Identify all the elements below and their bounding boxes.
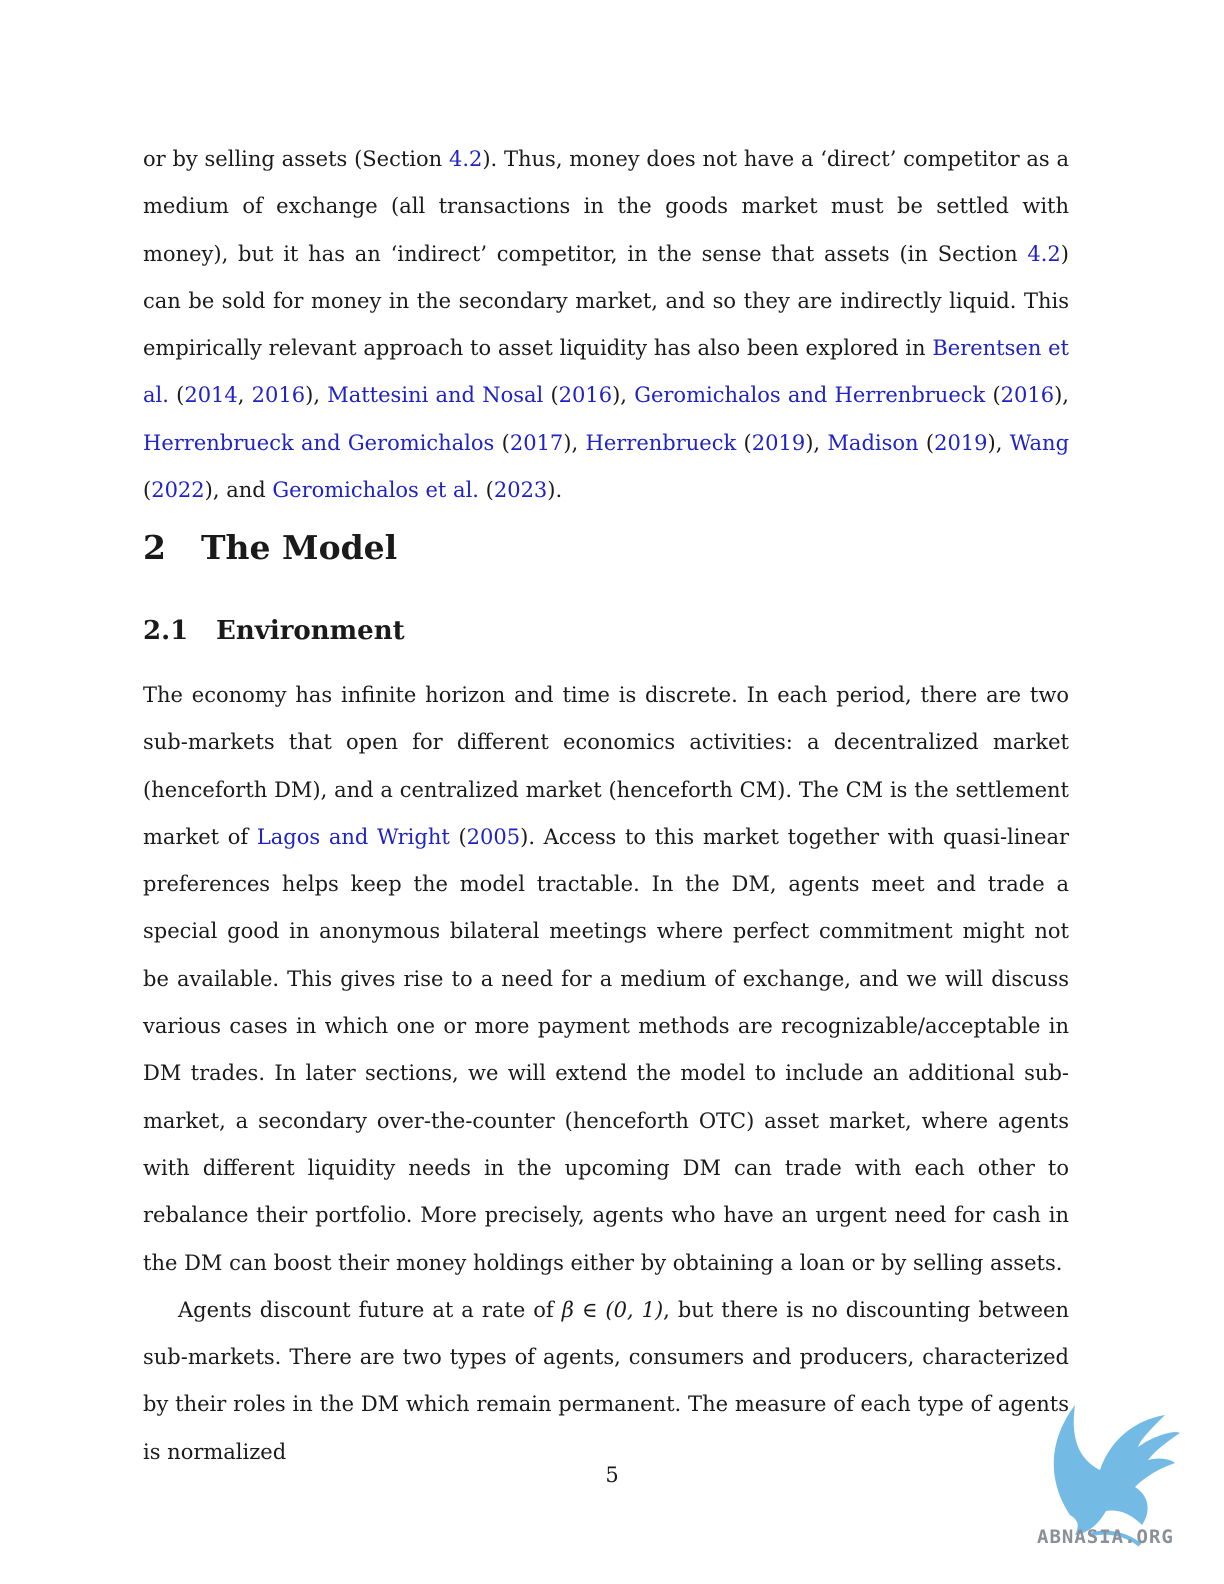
- citation-year-link[interactable]: 2014: [184, 383, 238, 408]
- citation-year-link[interactable]: 2016: [251, 383, 306, 408]
- math-beta: β ∈ (0, 1): [561, 1297, 664, 1322]
- subsection-number: 2.1: [143, 616, 189, 646]
- page-number: 5: [605, 1463, 619, 1487]
- citation-link[interactable]: Lagos and Wright: [256, 824, 450, 849]
- citation-year-link[interactable]: 2016: [1000, 383, 1055, 408]
- citation-year-link[interactable]: 2019: [751, 430, 806, 455]
- section-title: The Model: [201, 528, 398, 567]
- environment-section: [143, 672, 1069, 1476]
- section-ref-4-2[interactable]: 4.2: [1027, 241, 1061, 266]
- citation-year-link[interactable]: 2016: [558, 383, 613, 408]
- environment-paragraph: The economy has infinite horizon and time is discrete. In each period, there are two sub-markets that open for different economics activities: a decentralized market (henceforth DM), and a centralized market (henceforth CM). The CM is the settlement market of Lagos and Wright (2005). Access to this market together with quasi-linear preferences helps keep the model tractable. In the DM, agents meet and trade a special good in anonymous bilateral meetings where perfect commitment might not be available. This gives rise to a need for a medium of exchange, and we will discuss various cases in which one or more payment methods are recognizable/acceptable in DM trades. In later sections, we will extend the model to include an additional sub-market, a secondary over-the-counter (henceforth OTC) asset market, where agents with different liquidity needs in the upcoming DM can trade with each other to rebalance their portfolio. More precisely, agents who have an urgent need for cash in the DM can boost their money holdings either by obtaining a loan or by selling assets.: [143, 683, 1069, 1275]
- subsection-title: Environment: [216, 616, 405, 646]
- page-body: [143, 136, 1070, 1464]
- citation-link[interactable]: Herrenbrueck: [585, 430, 737, 455]
- citation-year-link[interactable]: 2017: [509, 430, 564, 455]
- intro-paragraph: or by selling assets (Section 4.2). Thus, money does not have a ‘direct’ competitor as a medium of exchange (all transactions in the goods market must be settled with money), but it has an ‘indirect’ competitor, in the sense that assets (in Section 4.2) can be sold for money in the secondary market, and so they are indirectly liquid. This empirically relevant approach to asset liquidity has also been explored in Berentsen et al. (2014, 2016), Mattesini and Nosal (2016), Geromichalos and Herrenbrueck (2016), Herrenbrueck and Geromichalos (2017), Herrenbrueck (2019), Madison (2019), Wang (2022), and Geromichalos et al. (2023).: [143, 147, 1070, 503]
- citation-year-link[interactable]: 2005: [466, 824, 521, 849]
- citation-link[interactable]: Mattesini and Nosal: [327, 383, 544, 408]
- section-number: 2: [143, 528, 166, 567]
- citation-link[interactable]: Geromichalos and Herrenbrueck: [634, 383, 986, 408]
- citation-link[interactable]: Wang: [1009, 430, 1070, 455]
- section-ref-4-2[interactable]: 4.2: [448, 147, 483, 171]
- citation-year-link[interactable]: 2022: [151, 478, 205, 503]
- citation-link[interactable]: Berentsen et al.: [143, 336, 1069, 408]
- section-heading: [143, 528, 398, 567]
- citation-link[interactable]: Geromichalos et al.: [272, 478, 479, 503]
- agents-paragraph: Agents discount future at a rate of β ∈ (0, 1), but there is no discounting between sub-markets. There are two types of agents, consumers and producers, characterized by their roles in the DM which remain permanent. The measure of each type of agents is normalized: [143, 1297, 1069, 1464]
- citation-year-link[interactable]: 2019: [934, 430, 988, 455]
- citation-link[interactable]: Herrenbrueck and Geromichalos: [143, 430, 495, 455]
- citation-year-link[interactable]: 2023: [493, 478, 548, 503]
- citation-link[interactable]: Madison: [827, 430, 919, 455]
- subsection-heading: [143, 618, 405, 644]
- watermark-text: ABNASIA.ORG: [1037, 1526, 1174, 1548]
